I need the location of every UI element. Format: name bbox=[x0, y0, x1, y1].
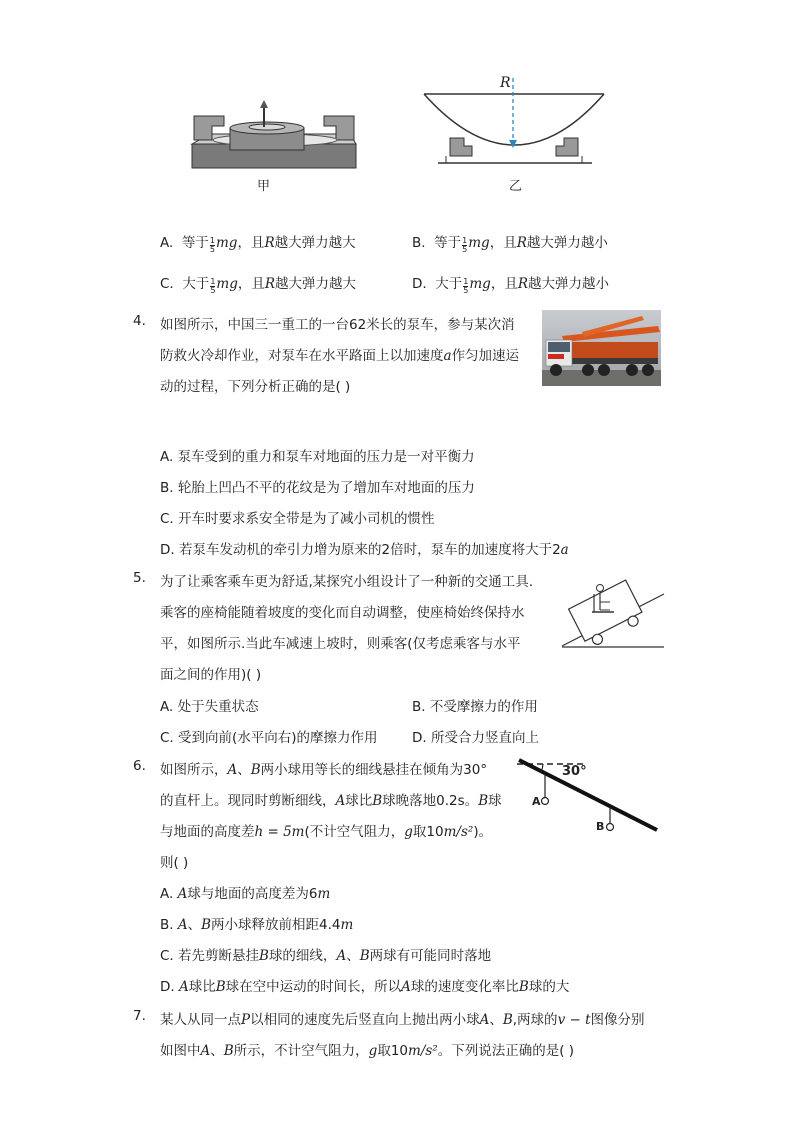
q5-stem-line2: 乘客的座椅能随着坡度的变化而自动调整，使座椅始终保持水 bbox=[160, 605, 525, 621]
q6-number: 6. bbox=[133, 758, 146, 774]
q5-option-d: D. 所受合力竖直向上 bbox=[412, 730, 539, 746]
q4-stem-line3: 动的过程，下列分析正确的是( ) bbox=[160, 379, 351, 395]
q3-option-b: B. 等于 $\frac{1}{5}$ mg，且R越大弹力越小 bbox=[412, 235, 608, 254]
stove-figure bbox=[190, 100, 360, 172]
q6-stem-line2: 的直杆上。现同时剪断细线，A球比B球晚落地0.2s。B球 bbox=[160, 793, 502, 809]
stove-caption: 甲 bbox=[257, 179, 271, 194]
q5-stem-line4: 面之间的作用)( ) bbox=[160, 667, 262, 683]
q6-stem-line3: 与地面的高度差h = 5m(不计空气阻力，g取10m/s²)。 bbox=[160, 824, 493, 840]
q7-number: 7. bbox=[133, 1008, 146, 1024]
q4-option-a: A. 泵车受到的重力和泵车对地面的压力是一对平衡力 bbox=[160, 449, 475, 465]
q5-option-c: C. 受到向前(水平向右)的摩擦力作用 bbox=[160, 730, 378, 746]
q6-option-d: D. A球比B球在空中运动的时间长，所以A球的速度变化率比B球的大 bbox=[160, 979, 570, 995]
q7-stem-line1: 某人从同一点P以相同的速度先后竖直向上抛出两小球A、B,两球的v − t图像分别 bbox=[160, 1012, 645, 1028]
q4-option-d: D. 若泵车发动机的牵引力增为原来的2倍时，泵车的加速度将大于2a bbox=[160, 542, 569, 558]
q4-stem-line1: 如图所示，中国三一重工的一台62米长的泵车，参与某次消 bbox=[160, 317, 515, 333]
q4-option-b: B. 轮胎上凹凸不平的花纹是为了增加车对地面的压力 bbox=[160, 480, 475, 496]
bowl-figure bbox=[420, 76, 610, 172]
bowl-caption: 乙 bbox=[509, 179, 523, 194]
ball-b-label: B bbox=[596, 820, 605, 833]
q5-number: 5. bbox=[133, 570, 146, 586]
ball-a-label: A bbox=[532, 795, 541, 808]
q5-stem-line1: 为了让乘客乘车更为舒适,某探究小组设计了一种新的交通工具. bbox=[160, 574, 534, 590]
q3-option-d: D. 大于 $\frac{1}{5}$ mg，且R越大弹力越小 bbox=[412, 276, 609, 295]
q6-stem-line4: 则( ) bbox=[160, 855, 189, 871]
q4-option-c: C. 开车时要求系安全带是为了减小司机的惯性 bbox=[160, 511, 435, 527]
q3-option-c: C. 大于 $\frac{1}{5}$ mg，且R越大弹力越大 bbox=[160, 276, 357, 295]
bowl-radius-label: R bbox=[500, 75, 511, 91]
q5-stem-line3: 平，如图所示.当此车减速上坡时，则乘客(仅考虑乘客与水平 bbox=[160, 636, 521, 652]
q6-option-b: B. A、B两小球释放前相距4.4m bbox=[160, 917, 354, 933]
q4-stem-line2: 防救火冷却作业，对泵车在水平路面上以加速度a作匀加速运 bbox=[160, 348, 520, 364]
q6-option-a: A. A球与地面的高度差为6m bbox=[160, 886, 331, 902]
q3-option-a: A. 等于 $\frac{1}{5}$ mg，且R越大弹力越大 bbox=[160, 235, 356, 254]
q5-option-b: B. 不受摩擦力的作用 bbox=[412, 699, 538, 715]
q6-stem-line1: 如图所示，A、B两小球用等长的细线悬挂在倾角为30° bbox=[160, 762, 488, 778]
q7-stem-line2: 如图中A、B所示，不计空气阻力，g取10m/s²。下列说法正确的是( ) bbox=[160, 1043, 575, 1059]
incline-angle-label: 30° bbox=[562, 764, 587, 779]
incline-vehicle-figure bbox=[560, 572, 666, 650]
pump-truck-photo bbox=[542, 310, 661, 386]
q6-option-c: C. 若先剪断悬挂B球的细线，A、B两球有可能同时落地 bbox=[160, 948, 492, 964]
q5-option-a: A. 处于失重状态 bbox=[160, 699, 259, 715]
q4-number: 4. bbox=[133, 313, 146, 329]
